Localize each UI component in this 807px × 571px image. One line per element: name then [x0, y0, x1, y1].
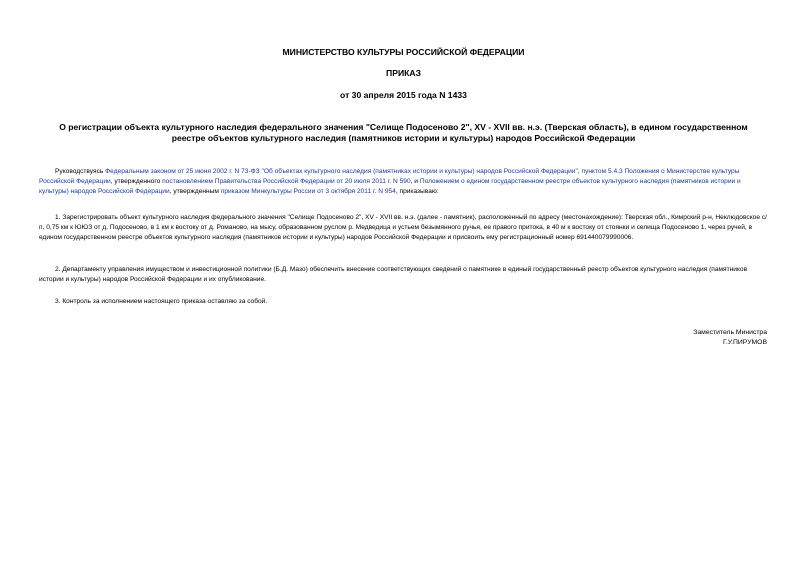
order-item-3: 3. Контроль за исполнением настоящего приказа оставляю за собой.: [55, 298, 268, 305]
preamble-text-5: , утвержденным: [169, 188, 221, 196]
link-government-decree[interactable]: постановлением Правительства Российской Федерации от 20 июля 2011 г. N 590: [162, 178, 411, 186]
order-item-2: 2. Департаменту управления имуществом и инвестиционной политики (Б.Д. Мазо) обеспечить внесение соответствующих сведений о памятнике в единый государственный реестр объектов культурного наследия (памятников истории и культуры) народов Российской Федерации и их опубликование.: [39, 266, 748, 284]
signatory-position: Заместитель Министра: [693, 329, 767, 336]
preamble-text-4: , и: [410, 178, 420, 186]
link-ministry-regulation[interactable]: пунктом 5.4.3 Положения о Министерстве культуры Российской Федерации: [39, 168, 740, 186]
link-federal-law[interactable]: Федеральным законом от 25 июня 2002 г. N 73-ФЗ "Об объектах культурного наследия (памятниках истории и культуры) народов Российской Федерации": [105, 168, 578, 175]
order-item-1: 1. Зарегистрировать объект культурного наследия федерального значения "Селище Подосеново 2", XV - XVII вв. н.э. (далее - памятник), расположенный по адресу (местонахождение): Тверская обл., Кимрский р-н, Неклюдовское с/п, 0,75 км к ЮЮЗ от д. Подосеново, в 1 км к востоку от д. Романово, на мысу, образованном руслом р. Медведица и устьем безымянного ручья, ее правого притока, в 40 м к востоку от стоянки и селища Подосеново 1, через ручей, в едином государственном реестре объектов культурного наследия (памятников истории и культуры) народов Российской Федерации и присвоить ему регистрационный номер 691440079990006.: [39, 214, 767, 242]
preamble-paragraph: [39, 167, 768, 198]
preamble-text-2: ,: [577, 168, 582, 175]
subject-line-2: реестре объектов культурного наследия (памятников истории и культуры) народов Российской Федерации: [171, 133, 636, 143]
link-registry-regulation[interactable]: Положением о едином государственном реестре объектов культурного наследия (памятников истории и культуры) народов Российской Федерации: [39, 178, 741, 196]
link-ministry-order[interactable]: приказом Минкультуры России от 3 октября 2011 г. N 954: [220, 188, 396, 196]
signatory-name: Г.У.ПИРУМОВ: [723, 339, 767, 346]
document-date-number: от 30 апреля 2015 года N 1433: [340, 90, 467, 100]
document-type: ПРИКАЗ: [386, 68, 421, 78]
subject-line-1: О регистрации объекта культурного наследия федерального значения "Селище Подосеново 2", XV - XVII вв. н.э. (Тверская область), в едином государственном: [59, 122, 748, 132]
preamble-text-1: Руководствуясь: [55, 168, 106, 175]
ministry-title: МИНИСТЕРСТВО КУЛЬТУРЫ РОССИЙСКОЙ ФЕДЕРАЦИИ: [282, 47, 525, 57]
document-subject: [40, 122, 767, 144]
preamble-text-3: , утвержденного: [110, 178, 163, 186]
preamble-text-6: , приказываю:: [395, 188, 439, 196]
